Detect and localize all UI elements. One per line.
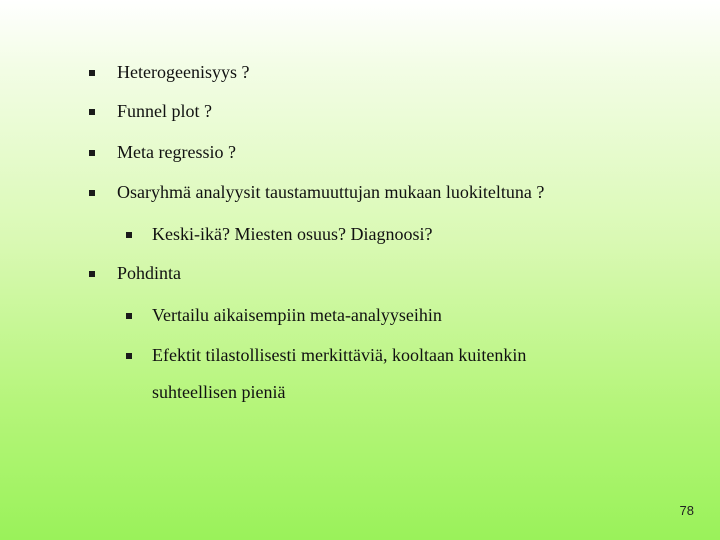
sub-bullet-item-background-variables bbox=[152, 223, 432, 245]
bullet-text: Osaryhmä analyysit taustamuuttujan mukaan luokiteltuna ? bbox=[117, 182, 545, 202]
bullet-text: Pohdinta bbox=[117, 263, 182, 283]
sub-bullet-item-comparison bbox=[152, 304, 442, 326]
bullet-item-heterogeneity bbox=[117, 61, 249, 83]
bullet-item-subgroup-analyses bbox=[117, 181, 544, 203]
square-bullet-icon bbox=[89, 109, 95, 115]
square-bullet-icon bbox=[126, 313, 132, 319]
square-bullet-icon bbox=[89, 190, 95, 196]
bullet-item-meta-regression bbox=[117, 141, 236, 163]
square-bullet-icon bbox=[126, 353, 132, 359]
square-bullet-icon bbox=[89, 70, 95, 76]
bullet-text: Heterogeenisyys ? bbox=[117, 62, 250, 82]
bullet-text: Meta regressio ? bbox=[117, 142, 236, 162]
bullet-text: suhteellisen pieniä bbox=[152, 382, 286, 402]
bullet-text: Funnel plot ? bbox=[117, 101, 212, 121]
sub-bullet-item-effects-continuation bbox=[152, 381, 285, 403]
square-bullet-icon bbox=[89, 271, 95, 277]
bullet-item-discussion bbox=[117, 262, 181, 284]
bullet-text: Vertailu aikaisempiin meta-analyyseihin bbox=[152, 305, 442, 325]
bullet-text: Efektit tilastollisesti merkittäviä, kooltaan kuitenkin bbox=[152, 345, 527, 365]
page-number: 78 bbox=[679, 503, 694, 518]
bullet-item-funnel-plot bbox=[117, 100, 212, 122]
square-bullet-icon bbox=[126, 232, 132, 238]
bullet-text: Keski-ikä? Miesten osuus? Diagnoosi? bbox=[152, 224, 433, 244]
square-bullet-icon bbox=[89, 150, 95, 156]
sub-bullet-item-effects bbox=[152, 344, 526, 366]
